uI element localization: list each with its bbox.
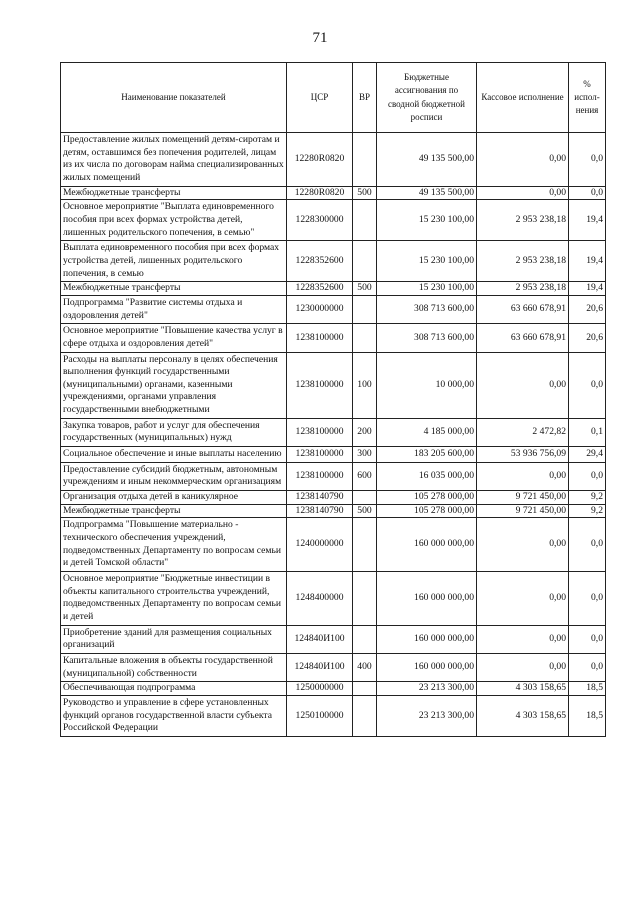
cell-name: Подпрограмма "Повышение материально - технического обеспечения учреждений, подведомственных Департаменту по вопросам семьи и детей Томской области" — [61, 518, 287, 572]
header-vr: ВР — [353, 63, 377, 133]
header-cash: Кассовое исполнение — [477, 63, 569, 133]
cell-csr: 1248400000 — [287, 572, 353, 626]
cell-budget: 160 000 000,00 — [377, 653, 477, 681]
table-row — [61, 625, 606, 653]
cell-csr: 12280R0820 — [287, 133, 353, 187]
table-row — [61, 282, 606, 296]
cell-cash: 2 953 238,18 — [477, 200, 569, 241]
cell-name: Закупка товаров, работ и услуг для обеспечения государственных (муниципальных) нужд — [61, 418, 287, 446]
cell-vr: 500 — [353, 504, 377, 518]
cell-cash: 9 721 450,00 — [477, 504, 569, 518]
cell-cash: 0,00 — [477, 186, 569, 200]
cell-budget: 308 713 600,00 — [377, 295, 477, 323]
cell-csr: 1228300000 — [287, 200, 353, 241]
cell-cash: 63 660 678,91 — [477, 324, 569, 352]
cell-budget: 49 135 500,00 — [377, 186, 477, 200]
cell-pct: 0,0 — [569, 462, 606, 490]
table-row — [61, 200, 606, 241]
cell-pct: 0,0 — [569, 572, 606, 626]
cell-pct: 18,5 — [569, 695, 606, 736]
cell-vr: 300 — [353, 447, 377, 463]
cell-name: Расходы на выплаты персоналу в целях обеспечения выполнения функций государственными (муниципальными) органами, казенными учреждениями, органами управления государственными внебюджетными — [61, 352, 287, 418]
cell-cash: 0,00 — [477, 625, 569, 653]
cell-vr — [353, 682, 377, 696]
cell-budget: 16 035 000,00 — [377, 462, 477, 490]
cell-budget: 105 278 000,00 — [377, 504, 477, 518]
table-row — [61, 324, 606, 352]
cell-vr — [353, 625, 377, 653]
cell-vr — [353, 518, 377, 572]
cell-vr — [353, 572, 377, 626]
cell-cash: 9 721 450,00 — [477, 491, 569, 505]
cell-csr: 12280R0820 — [287, 186, 353, 200]
table-row — [61, 504, 606, 518]
cell-cash: 4 303 158,65 — [477, 682, 569, 696]
cell-vr: 100 — [353, 352, 377, 418]
cell-budget: 49 135 500,00 — [377, 133, 477, 187]
cell-pct: 0,0 — [569, 133, 606, 187]
cell-budget: 10 000,00 — [377, 352, 477, 418]
cell-pct: 9,2 — [569, 491, 606, 505]
cell-pct: 0,1 — [569, 418, 606, 446]
cell-name: Социальное обеспечение и иные выплаты населению — [61, 447, 287, 463]
cell-pct: 0,0 — [569, 653, 606, 681]
cell-name: Подпрограмма "Развитие системы отдыха и оздоровления детей" — [61, 295, 287, 323]
cell-pct: 19,4 — [569, 200, 606, 241]
header-budget: Бюджетные ассигнования по сводной бюджетной росписи — [377, 63, 477, 133]
cell-vr — [353, 133, 377, 187]
cell-cash: 0,00 — [477, 653, 569, 681]
cell-csr: 1238100000 — [287, 418, 353, 446]
cell-csr: 124840И100 — [287, 653, 353, 681]
cell-pct: 18,5 — [569, 682, 606, 696]
header-name: Наименование показателей — [61, 63, 287, 133]
table-row — [61, 518, 606, 572]
header-csr: ЦСР — [287, 63, 353, 133]
cell-csr: 1250100000 — [287, 695, 353, 736]
cell-budget: 15 230 100,00 — [377, 282, 477, 296]
cell-vr — [353, 200, 377, 241]
cell-cash: 0,00 — [477, 518, 569, 572]
table-row — [61, 133, 606, 187]
table-row — [61, 295, 606, 323]
cell-budget: 23 213 300,00 — [377, 682, 477, 696]
cell-budget: 15 230 100,00 — [377, 241, 477, 282]
cell-pct: 0,0 — [569, 186, 606, 200]
cell-vr: 400 — [353, 653, 377, 681]
cell-pct: 20,6 — [569, 324, 606, 352]
cell-pct: 29,4 — [569, 447, 606, 463]
table-row — [61, 418, 606, 446]
cell-name: Организация отдыха детей в каникулярное — [61, 491, 287, 505]
cell-budget: 160 000 000,00 — [377, 518, 477, 572]
cell-budget: 308 713 600,00 — [377, 324, 477, 352]
cell-name: Межбюджетные трансферты — [61, 186, 287, 200]
cell-csr: 1230000000 — [287, 295, 353, 323]
cell-name: Основное мероприятие "Повышение качества услуг в сфере отдыха и оздоровления детей" — [61, 324, 287, 352]
cell-pct: 0,0 — [569, 625, 606, 653]
cell-budget: 160 000 000,00 — [377, 625, 477, 653]
cell-pct: 9,2 — [569, 504, 606, 518]
cell-pct: 0,0 — [569, 352, 606, 418]
table-row — [61, 572, 606, 626]
table-header-row — [61, 63, 606, 133]
cell-vr: 200 — [353, 418, 377, 446]
cell-budget: 105 278 000,00 — [377, 491, 477, 505]
cell-vr: 600 — [353, 462, 377, 490]
cell-vr: 500 — [353, 282, 377, 296]
cell-pct: 19,4 — [569, 241, 606, 282]
cell-cash: 2 472,82 — [477, 418, 569, 446]
cell-budget: 4 185 000,00 — [377, 418, 477, 446]
table-row — [61, 186, 606, 200]
cell-budget: 183 205 600,00 — [377, 447, 477, 463]
cell-cash: 0,00 — [477, 133, 569, 187]
cell-budget: 15 230 100,00 — [377, 200, 477, 241]
table-row — [61, 241, 606, 282]
cell-csr: 1238100000 — [287, 447, 353, 463]
cell-csr: 124840И100 — [287, 625, 353, 653]
cell-name: Руководство и управление в сфере установленных функций органов государственной власти субъекта Российской Федерации — [61, 695, 287, 736]
cell-budget: 23 213 300,00 — [377, 695, 477, 736]
cell-csr: 1238140790 — [287, 491, 353, 505]
cell-name: Выплата единовременного пособия при всех формах устройства детей, лишенных родительского попечения, в семью — [61, 241, 287, 282]
cell-csr: 1238100000 — [287, 324, 353, 352]
cell-vr — [353, 295, 377, 323]
cell-pct: 0,0 — [569, 518, 606, 572]
cell-name: Межбюджетные трансферты — [61, 504, 287, 518]
table-row — [61, 653, 606, 681]
page-number: 71 — [312, 30, 328, 46]
table-row — [61, 462, 606, 490]
cell-name: Предоставление субсидий бюджетным, автономным учреждениям и иным некоммерческим организациям — [61, 462, 287, 490]
cell-name: Капитальные вложения в объекты государственной (муниципальной) собственности — [61, 653, 287, 681]
cell-cash: 4 303 158,65 — [477, 695, 569, 736]
cell-csr: 1238100000 — [287, 352, 353, 418]
cell-pct: 20,6 — [569, 295, 606, 323]
budget-table — [60, 62, 606, 737]
cell-name: Приобретение зданий для размещения социальных организаций — [61, 625, 287, 653]
cell-csr: 1228352600 — [287, 282, 353, 296]
cell-vr — [353, 491, 377, 505]
cell-cash: 0,00 — [477, 352, 569, 418]
cell-cash: 2 953 238,18 — [477, 241, 569, 282]
cell-cash: 63 660 678,91 — [477, 295, 569, 323]
cell-budget: 160 000 000,00 — [377, 572, 477, 626]
cell-cash: 53 936 756,09 — [477, 447, 569, 463]
table-row — [61, 695, 606, 736]
cell-vr — [353, 324, 377, 352]
table-row — [61, 352, 606, 418]
cell-cash: 0,00 — [477, 462, 569, 490]
cell-csr: 1250000000 — [287, 682, 353, 696]
cell-name: Предоставление жилых помещений детям-сиротам и детям, оставшимся без попечения родителей, лицам из их числа по договорам найма специализированных жилых помещений — [61, 133, 287, 187]
cell-vr: 500 — [353, 186, 377, 200]
cell-name: Основное мероприятие "Выплата единовременного пособия при всех формах устройства детей, лишенных родительского попечения, в семью" — [61, 200, 287, 241]
cell-name: Обеспечивающая подпрограмма — [61, 682, 287, 696]
header-pct: % испол-нения — [569, 63, 606, 133]
cell-csr: 1240000000 — [287, 518, 353, 572]
cell-vr — [353, 695, 377, 736]
cell-csr: 1228352600 — [287, 241, 353, 282]
cell-pct: 19,4 — [569, 282, 606, 296]
table-row — [61, 447, 606, 463]
cell-vr — [353, 241, 377, 282]
table-row — [61, 491, 606, 505]
cell-cash: 0,00 — [477, 572, 569, 626]
cell-csr: 1238100000 — [287, 462, 353, 490]
cell-name: Основное мероприятие "Бюджетные инвестиции в объекты капитального строительства учреждений, подведомственных Департаменту по вопросам семьи и детей — [61, 572, 287, 626]
cell-name: Межбюджетные трансферты — [61, 282, 287, 296]
cell-cash: 2 953 238,18 — [477, 282, 569, 296]
cell-csr: 1238140790 — [287, 504, 353, 518]
table-row — [61, 682, 606, 696]
